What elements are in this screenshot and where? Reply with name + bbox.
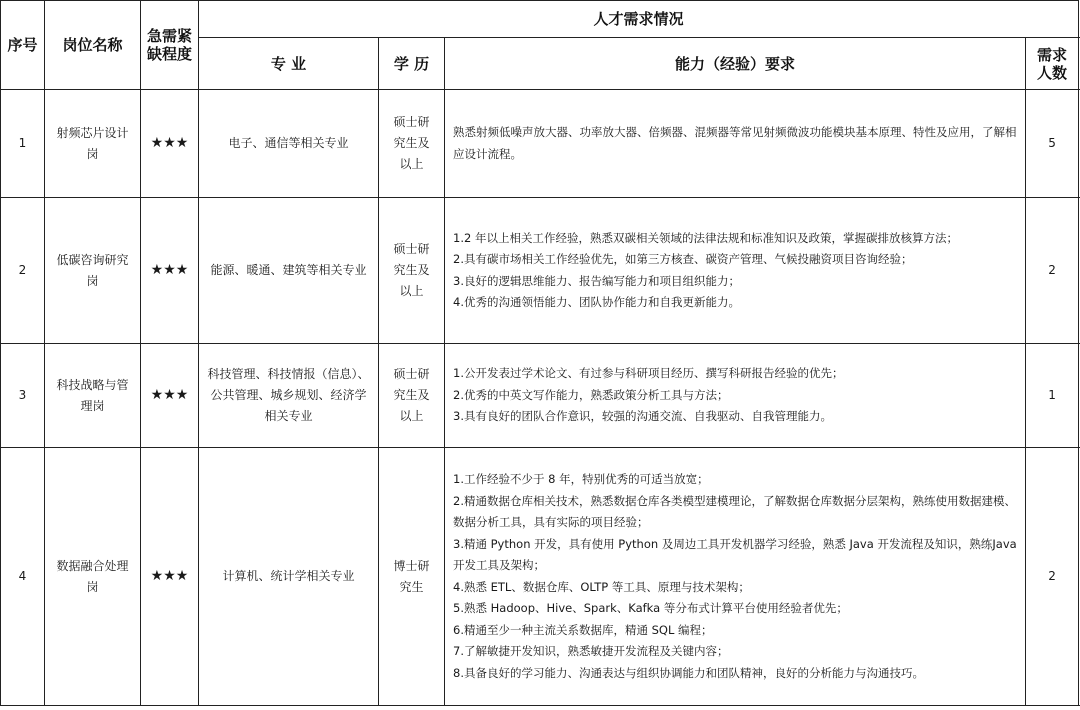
row-requirements bbox=[445, 344, 1026, 448]
header-position: 岗位名称 bbox=[45, 1, 141, 90]
header-talent-needs: 人才需求情况 bbox=[199, 1, 1079, 38]
row-seq: 4 bbox=[1, 448, 45, 706]
row-major: 科技管理、科技情报（信息）、公共管理、城乡规划、经济学相关专业 bbox=[199, 344, 379, 448]
requirement-line: 2.优秀的中英文写作能力，熟悉政策分析工具与方法； bbox=[453, 387, 729, 402]
table-row bbox=[1, 90, 1080, 198]
requirement-line: 4.优秀的沟通领悟能力、团队协作能力和自我更新能力。 bbox=[453, 295, 740, 309]
row-position: 科技战略与管理岗 bbox=[45, 344, 141, 448]
table-row bbox=[1, 344, 1080, 448]
requirement-line: 3.精通 Python 开发，具有使用 Python 及周边工具开发机器学习经验，熟悉 Java 开发流程及知识，熟练Java 开发工具及架构； bbox=[453, 536, 1017, 572]
requirement-line: 1.工作经验不少于 8 年，特别优秀的可适当放宽； bbox=[453, 472, 709, 486]
header-education: 学 历 bbox=[379, 38, 445, 90]
header-count: 需求人数 bbox=[1026, 38, 1079, 90]
row-requirements bbox=[445, 90, 1026, 198]
requirement-line: 1.公开发表过学术论文、有过参与科研项目经历、撰写科研报告经验的优先； bbox=[453, 366, 844, 381]
row-education: 硕士研究生及以上 bbox=[379, 344, 445, 448]
row-education: 博士研究生 bbox=[379, 448, 445, 706]
requirement-line: 1.2 年以上相关工作经验，熟悉双碳相关领域的法律法规和标准知识及政策，掌握碳排放核算方法； bbox=[453, 230, 958, 245]
requirement-line: 5.熟悉 Hadoop、Hive、Spark、Kafka 等分布式计算平台使用经验者优先； bbox=[453, 601, 848, 615]
requirement-line: 2.精通数据仓库相关技术，熟悉数据仓库各类模型建模理论，了解数据仓库数据分层架构，熟练使用数据建模、数据分析工具，具有实际的项目经验； bbox=[453, 493, 1016, 529]
table-row bbox=[1, 448, 1080, 706]
requirement-line: 4.熟悉 ETL、数据仓库、OLTP 等工具、原理与技术架构； bbox=[453, 579, 750, 594]
row-urgency: ★★★ bbox=[141, 90, 199, 198]
row-seq: 3 bbox=[1, 344, 45, 448]
requirement-line: 2.具有碳市场相关工作经验优先，如第三方核查、碳资产管理、气候投融资项目咨询经验； bbox=[453, 252, 913, 266]
row-seq: 2 bbox=[1, 198, 45, 344]
row-count: 5 bbox=[1026, 90, 1079, 198]
row-major: 电子、通信等相关专业 bbox=[199, 90, 379, 198]
row-count: 2 bbox=[1026, 198, 1079, 344]
row-requirements bbox=[445, 198, 1026, 344]
row-seq: 1 bbox=[1, 90, 45, 198]
row-count: 2 bbox=[1026, 448, 1079, 706]
row-position: 射频芯片设计岗 bbox=[45, 90, 141, 198]
header-seq: 序号 bbox=[1, 1, 45, 90]
row-major: 计算机、统计学相关专业 bbox=[199, 448, 379, 706]
requirement-line: 熟悉射频低噪声放大器、功率放大器、倍频器、混频器等常见射频微波功能模块基本原理、特性及应用，了解相应设计流程。 bbox=[453, 125, 1017, 161]
header-ability: 能力（经验）要求 bbox=[445, 38, 1026, 90]
header-major: 专 业 bbox=[199, 38, 379, 90]
requirement-line: 7.了解敏捷开发知识，熟悉敏捷开发流程及关键内容； bbox=[453, 644, 729, 658]
row-major: 能源、暖通、建筑等相关专业 bbox=[199, 198, 379, 344]
row-urgency: ★★★ bbox=[141, 448, 199, 706]
table-row bbox=[1, 198, 1080, 344]
row-education: 硕士研究生及以上 bbox=[379, 198, 445, 344]
row-requirements bbox=[445, 448, 1026, 706]
row-urgency: ★★★ bbox=[141, 344, 199, 448]
row-education: 硕士研究生及以上 bbox=[379, 90, 445, 198]
header-urgency: 急需紧缺程度 bbox=[141, 1, 199, 90]
row-count: 1 bbox=[1026, 344, 1079, 448]
row-position: 低碳咨询研究岗 bbox=[45, 198, 141, 344]
requirement-line: 8.具备良好的学习能力、沟通表达与组织协调能力和团队精神，良好的分析能力与沟通技巧。 bbox=[453, 665, 924, 680]
requirement-line: 3.具有良好的团队合作意识，较强的沟通交流、自我驱动、自我管理能力。 bbox=[453, 409, 832, 424]
requirement-line: 3.良好的逻辑思维能力、报告编写能力和项目组织能力； bbox=[453, 273, 740, 288]
requirement-line: 6.精通至少一种主流关系数据库，精通 SQL 编程； bbox=[453, 622, 713, 637]
row-position: 数据融合处理岗 bbox=[45, 448, 141, 706]
row-urgency: ★★★ bbox=[141, 198, 199, 344]
